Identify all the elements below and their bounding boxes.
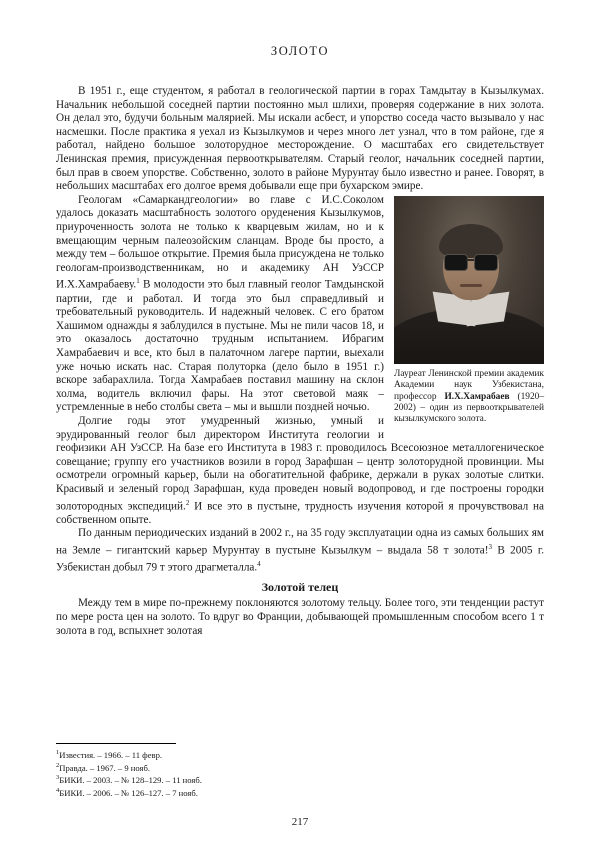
paragraph-2-text: Геологам «Самаркандгеологии» во главе с И.С.Соколом удалось доказать масштабность золотого оруденения Кызылкумов, приуроченность золота не только к кварцевым жилам, но и к вмещающим черным палеозойским сланцам. Вроде бы просто, а между тем – большое открытие. Премия была присуждена не только геологам-производственникам, но и академику АН УзССР И.Х.Хамрабаеву.: [56, 193, 384, 292]
footnote-4-marker: 4: [56, 786, 60, 794]
footnote-ref-4: 4: [257, 560, 261, 569]
paragraph-6-text: По данным периодических изданий в 2002 г., на 35 году эксплуатации одна из самых больших ям на Земле – гигантский карьер Мурунтау в пустыне Кызылкум – выдала 58 т золота!: [56, 527, 544, 557]
paragraph-4: [56, 415, 544, 527]
section-subheading: Золотой телец: [261, 579, 339, 594]
article-body: [56, 85, 544, 638]
figure-caption-line1: Лауреат Ленинской премии академик Академии наук Узбекистана, профессор: [394, 368, 544, 402]
footnote-4: [56, 786, 544, 798]
figure-caption-line2: (1920–2002) – один из первооткрывателей кызылкумского золота.: [394, 391, 545, 425]
page-header: ЗОЛОТО: [270, 44, 330, 58]
footnote-3-text: БИКИ. – 2003. – № 128–129. – 11 нояб.: [59, 774, 202, 785]
footnote-3-marker: 3: [56, 774, 60, 782]
footnote-2-marker: 2: [56, 761, 60, 769]
paragraph-5-text: И все это в пустыне, трудность изучения которой я прочувствовал на собственном опыте.: [56, 500, 545, 526]
footnote-1-marker: 1: [56, 749, 60, 757]
page-number: 217: [291, 816, 309, 828]
paragraph-4-text: Долгие годы этот умудренный жизнью, умный и эрудированный геолог был директором Института геологии и геофизики АН УзССР. На базе его Института в 1983 г. проводилось Всесоюзное металлогеническое совещание; группу его участников возили в город Зарафшан – центр золоторудной провинции. Мы осмотрели огромный карьер, были на обогатительной фабрике, держали в руках золотые слитки. Красивый и зеленый город Зарафшан, куда проведен новый водопровод, и где построены городки золотородных экспедиций.: [56, 414, 544, 513]
sunglasses-icon: [444, 254, 498, 269]
portrait-photo: [394, 196, 544, 364]
footnote-ref-1: 1: [136, 277, 140, 286]
paragraph-7-text: В 2005 г. Узбекистан добыл 79 т этого драгметалла.: [56, 544, 544, 575]
paragraph-closing: Между тем в мире по-прежнему поклоняются золотому тельцу. Более того, эти тенденции растут по мере роста цен на золото. То вдруг во Франции, добывающей промышленным способом всего 1 т золота в год, вспыхнет золотая: [56, 597, 544, 637]
footnotes-block: [56, 743, 544, 798]
footnote-2: [56, 761, 544, 773]
figure-caption: [394, 369, 544, 426]
footnote-3: [56, 773, 544, 785]
figure-caption-name: И.Х.Хамрабаев: [444, 391, 510, 402]
footnote-1-text: Известия. – 1966. – 11 февр.: [59, 750, 163, 761]
footnote-ref-3: 3: [488, 543, 492, 552]
paragraph-6: [56, 527, 544, 575]
paragraph-1: В 1951 г., еще студентом, я работал в геологической партии в горах Тамдытау в Кызылкумах. Начальник небольшой соседней партии постоянно мыл шлихи, проверяя содержание в них золота. Он делал это, будучи больным малярией. Мы искали асбест, и упорство соседа часто вызывало у нас насмешки. После практика я уехал из Кызылкумов и через много лет узнал, что в том районе, где я работал, найдено большое золоторудное месторождение. О масштабах его свидетельствует Ленинская премия, присужденная первооткрывателям. Старый геолог, начальник соседней партии, был прав в своем упорстве. Собственно, золото в районе Мурунтау было известно и ранее. Говорят, в небольших масштабах его долгое время добывали еще при бухарском эмире.: [56, 85, 544, 193]
paragraph-3-text: В молодости это был главный геолог Тамдынской партии, где и работал. И тогда это был справедливый и требовательный руководитель. И надежный человек. С его братом Хашимом однажды я заблудился в пустыне. Мы не пили часов 18, и это оказалось достаточно трудным испытанием. Ибрагим Хамрабаевич и все, кто был в палаточном лагере партии, выехали уже ночью искать нас. Старая полуторка (дело было в 1951 г.) вскоре забарахлила. Тогда Хамрабаев поставил машину на склон холма, водитель включил фары. На этот световой маяк – устремленные в небо столбы света – мы и вышли поздней ночью.: [56, 279, 384, 414]
footnote-ref-2: 2: [185, 498, 190, 507]
footnote-1: [56, 748, 544, 760]
footnote-divider: [56, 743, 176, 744]
figure-block: [394, 196, 544, 426]
footnote-4-text: БИКИ. – 2006. – № 126–127. – 7 нояб.: [59, 787, 198, 798]
footnote-2-text: Правда. – 1967. – 9 нояб.: [59, 762, 150, 773]
